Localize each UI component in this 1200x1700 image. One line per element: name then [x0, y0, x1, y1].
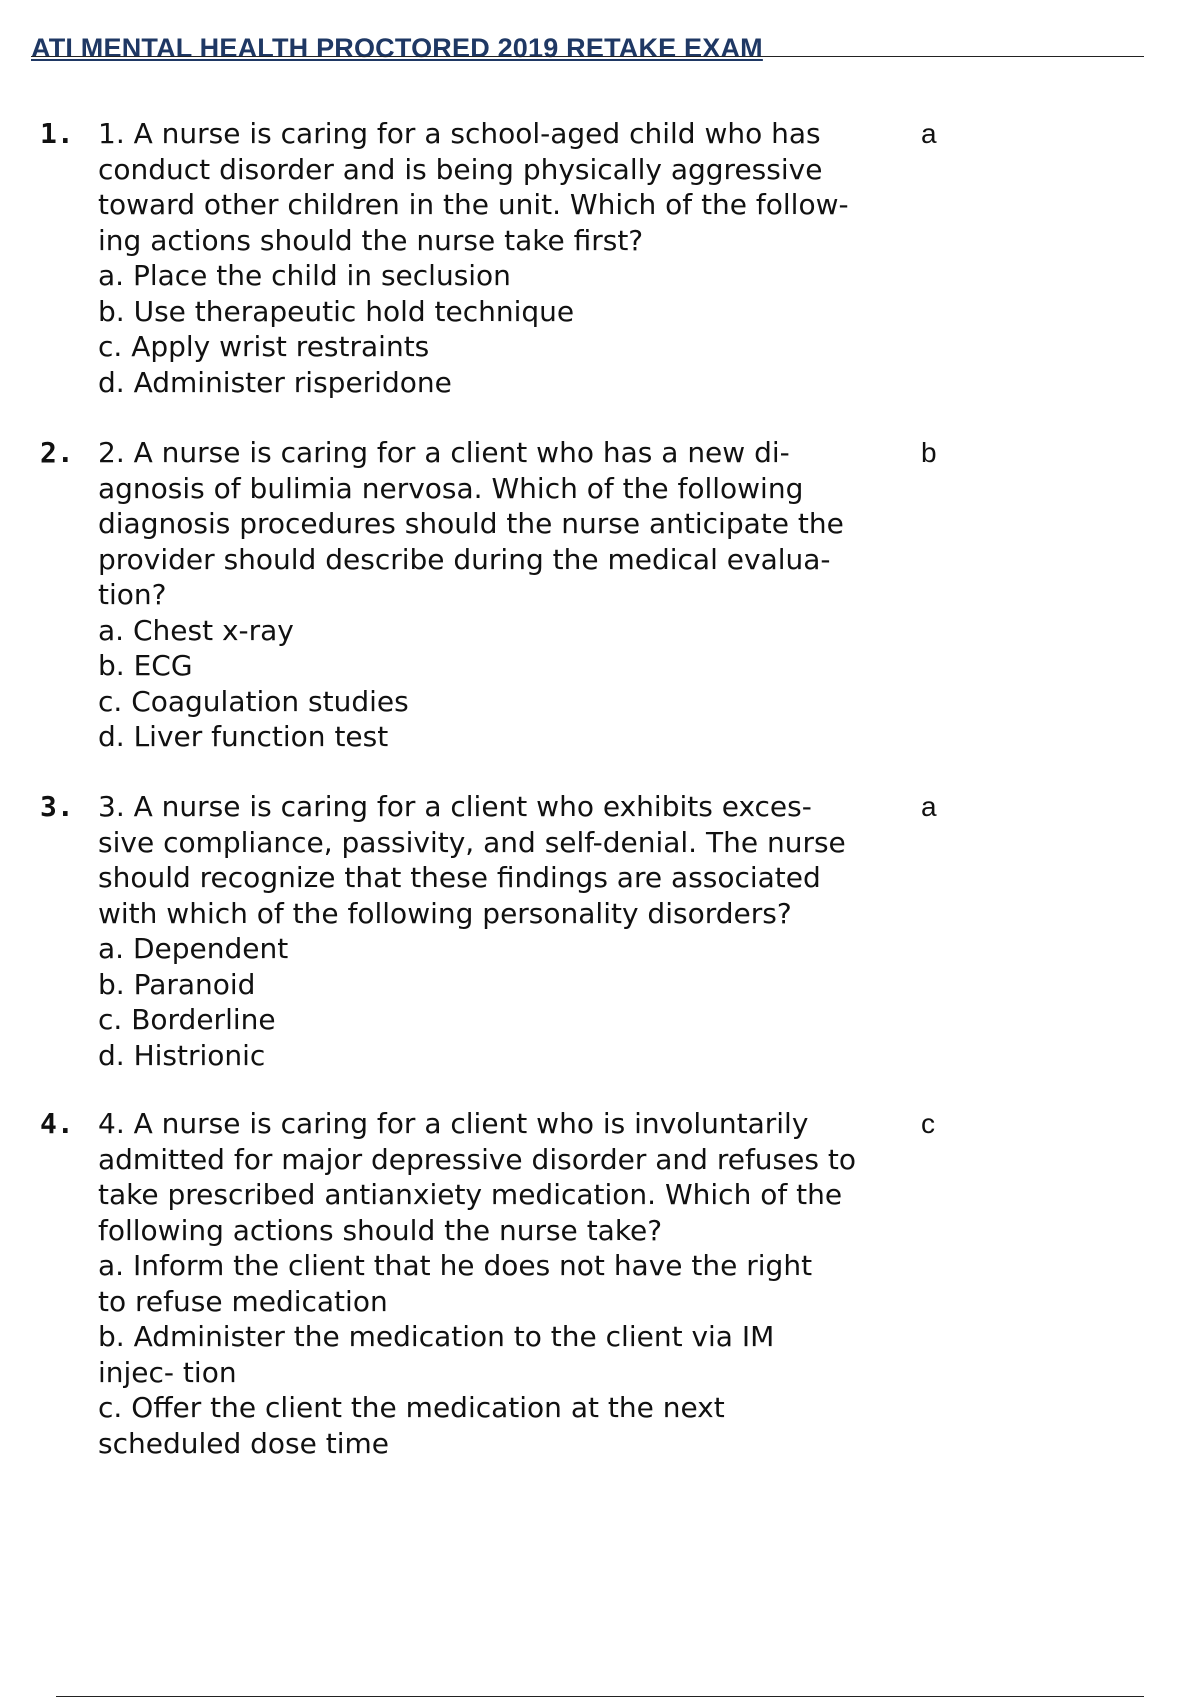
document-title: ATI MENTAL HEALTH PROCTORED 2019 RETAKE EXAM [31, 33, 763, 63]
question-text-line: following actions should the nurse take? [98, 1213, 663, 1247]
question-text-line: 4. A nurse is caring for a client who is involuntarily [98, 1107, 809, 1140]
question-text-line: admitted for major depressive disorder and refuses to [98, 1142, 856, 1176]
question-text-line: should recognize that these findings are associated [98, 861, 821, 894]
answer-option: b. Administer the medication to the client via IM [98, 1320, 775, 1353]
title-divider [31, 56, 1144, 57]
question-body [98, 435, 928, 755]
answer-option: c. Offer the client the medication at the next [98, 1391, 725, 1424]
question-text-line: with which of the following personality disorders? [98, 896, 792, 930]
answer-key: a [921, 791, 937, 822]
answer-key: a [921, 118, 937, 149]
question-text-line: 2. A nurse is caring for a client who has a new di- [98, 436, 790, 469]
answer-option: c. Apply wrist restraints [98, 330, 430, 363]
question-text-line: diagnosis procedures should the nurse anticipate the [98, 507, 844, 540]
answer-option: a. Inform the client that he does not have the right [98, 1249, 813, 1282]
answer-option: injec- tion [98, 1355, 237, 1389]
answer-option: d. Administer risperidone [98, 365, 452, 399]
question-number: 1. [40, 117, 74, 150]
question-body [98, 789, 928, 1073]
question-number: 2. [40, 436, 74, 469]
question-text-line: toward other children in the unit. Which of the follow- [98, 188, 849, 221]
question-text-line: agnosis of bulimia nervosa. Which of the following [98, 471, 804, 505]
answer-option: c. Borderline [98, 1003, 276, 1036]
question-text-line: conduct disorder and is being physically aggressive [98, 152, 823, 186]
answer-option: b. ECG [98, 649, 193, 682]
answer-option: c. Coagulation studies [98, 684, 409, 718]
answer-option: a. Place the child in seclusion [98, 259, 511, 292]
answer-option: d. Histrionic [98, 1038, 266, 1072]
question-text-line: tion? [98, 578, 167, 611]
answer-key: b [921, 437, 937, 468]
question-text-line: take prescribed antianxiety medication. Which of the [98, 1178, 843, 1211]
answer-option: d. Liver function test [98, 720, 389, 753]
question-number: 4. [40, 1107, 74, 1140]
answer-option: to refuse medication [98, 1284, 388, 1318]
answer-option: scheduled dose time [98, 1426, 390, 1460]
bottom-divider [56, 1696, 1144, 1697]
question-text-line: 1. A nurse is caring for a school-aged child who has [98, 117, 821, 150]
question-number: 3. [40, 790, 74, 823]
answer-option: a. Chest x-ray [98, 613, 294, 647]
question-text-line: sive compliance, passivity, and self-denial. The nurse [98, 825, 846, 859]
answer-option: b. Use therapeutic hold technique [98, 294, 575, 328]
question-body [98, 116, 928, 400]
answer-key: c [921, 1108, 935, 1139]
answer-option: a. Dependent [98, 932, 289, 965]
question-text-line: 3. A nurse is caring for a client who exhibits exces- [98, 790, 812, 823]
answer-option: b. Paranoid [98, 967, 256, 1001]
question-text-line: provider should describe during the medical evalua- [98, 542, 831, 576]
question-text-line: ing actions should the nurse take first? [98, 223, 644, 257]
question-body [98, 1106, 928, 1461]
